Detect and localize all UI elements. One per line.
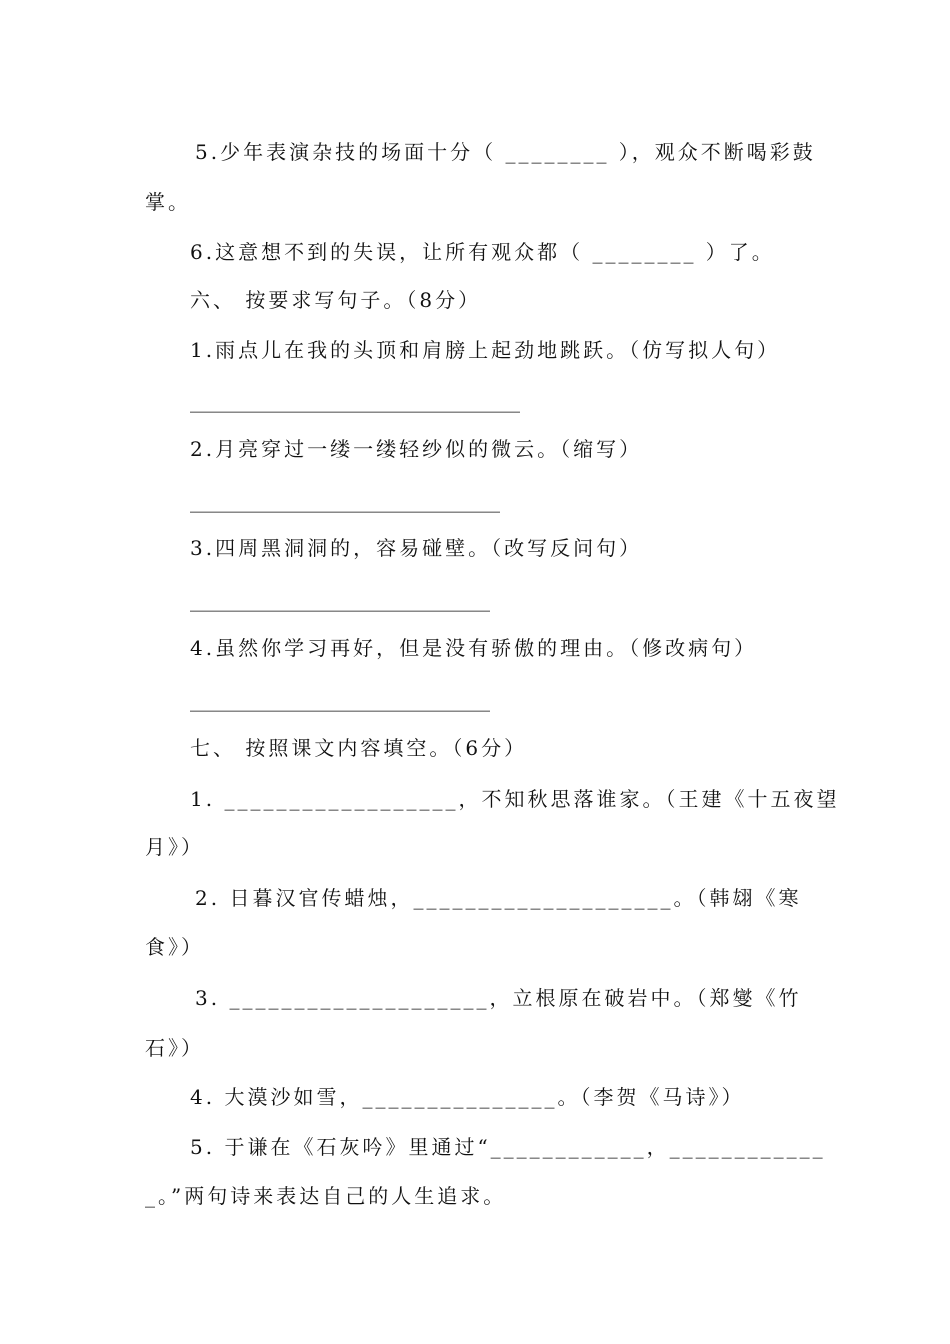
poem-3-line-1: 3. ____________________，立根原在破岩中。（郑燮《竹 xyxy=(195,986,802,1010)
question-5-line-2: 掌。 xyxy=(145,190,191,214)
answer-blank-3: ______________________________ xyxy=(190,588,490,612)
poem-1-line-2: 月》） xyxy=(145,835,204,859)
sentence-1: 1.雨点儿在我的头顶和肩膀上起劲地跳跃。（仿写拟人句） xyxy=(190,338,781,362)
poem-2-line-2: 食》） xyxy=(145,935,204,959)
answer-blank-4: ______________________________ xyxy=(190,688,490,712)
poem-3-line-2: 石》） xyxy=(145,1036,204,1060)
question-5-line-1: 5.少年表演杂技的场面十分（ ________ ），观众不断喝彩鼓 xyxy=(195,140,816,164)
answer-blank-2: _______________________________ xyxy=(190,489,500,513)
section-7-title: 七、 按照课文内容填空。（6分） xyxy=(190,736,528,760)
section-6-title: 六、 按要求写句子。（8分） xyxy=(190,288,482,312)
poem-1-line-1: 1. __________________，不知秋思落谁家。（王建《十五夜望 xyxy=(190,787,840,811)
poem-4: 4. 大漠沙如雪，_______________。（李贺《马诗》） xyxy=(190,1085,745,1109)
sentence-3: 3.四周黑洞洞的，容易碰壁。（改写反问句） xyxy=(190,536,643,560)
question-6: 6.这意想不到的失误，让所有观众都（ ________ ）了。 xyxy=(190,240,775,264)
poem-5-line-2: _。”两句诗来表达自己的人生追求。 xyxy=(145,1184,507,1208)
answer-blank-1: _________________________________ xyxy=(190,389,520,413)
sentence-4: 4.虽然你学习再好，但是没有骄傲的理由。（修改病句） xyxy=(190,636,758,660)
poem-2-line-1: 2. 日暮汉官传蜡烛，____________________。（韩翃《寒 xyxy=(195,886,802,910)
poem-5-line-1: 5. 于谦在《石灰吟》里通过“____________，____________ xyxy=(190,1135,826,1159)
sentence-2: 2.月亮穿过一缕一缕轻纱似的微云。（缩写） xyxy=(190,437,643,461)
